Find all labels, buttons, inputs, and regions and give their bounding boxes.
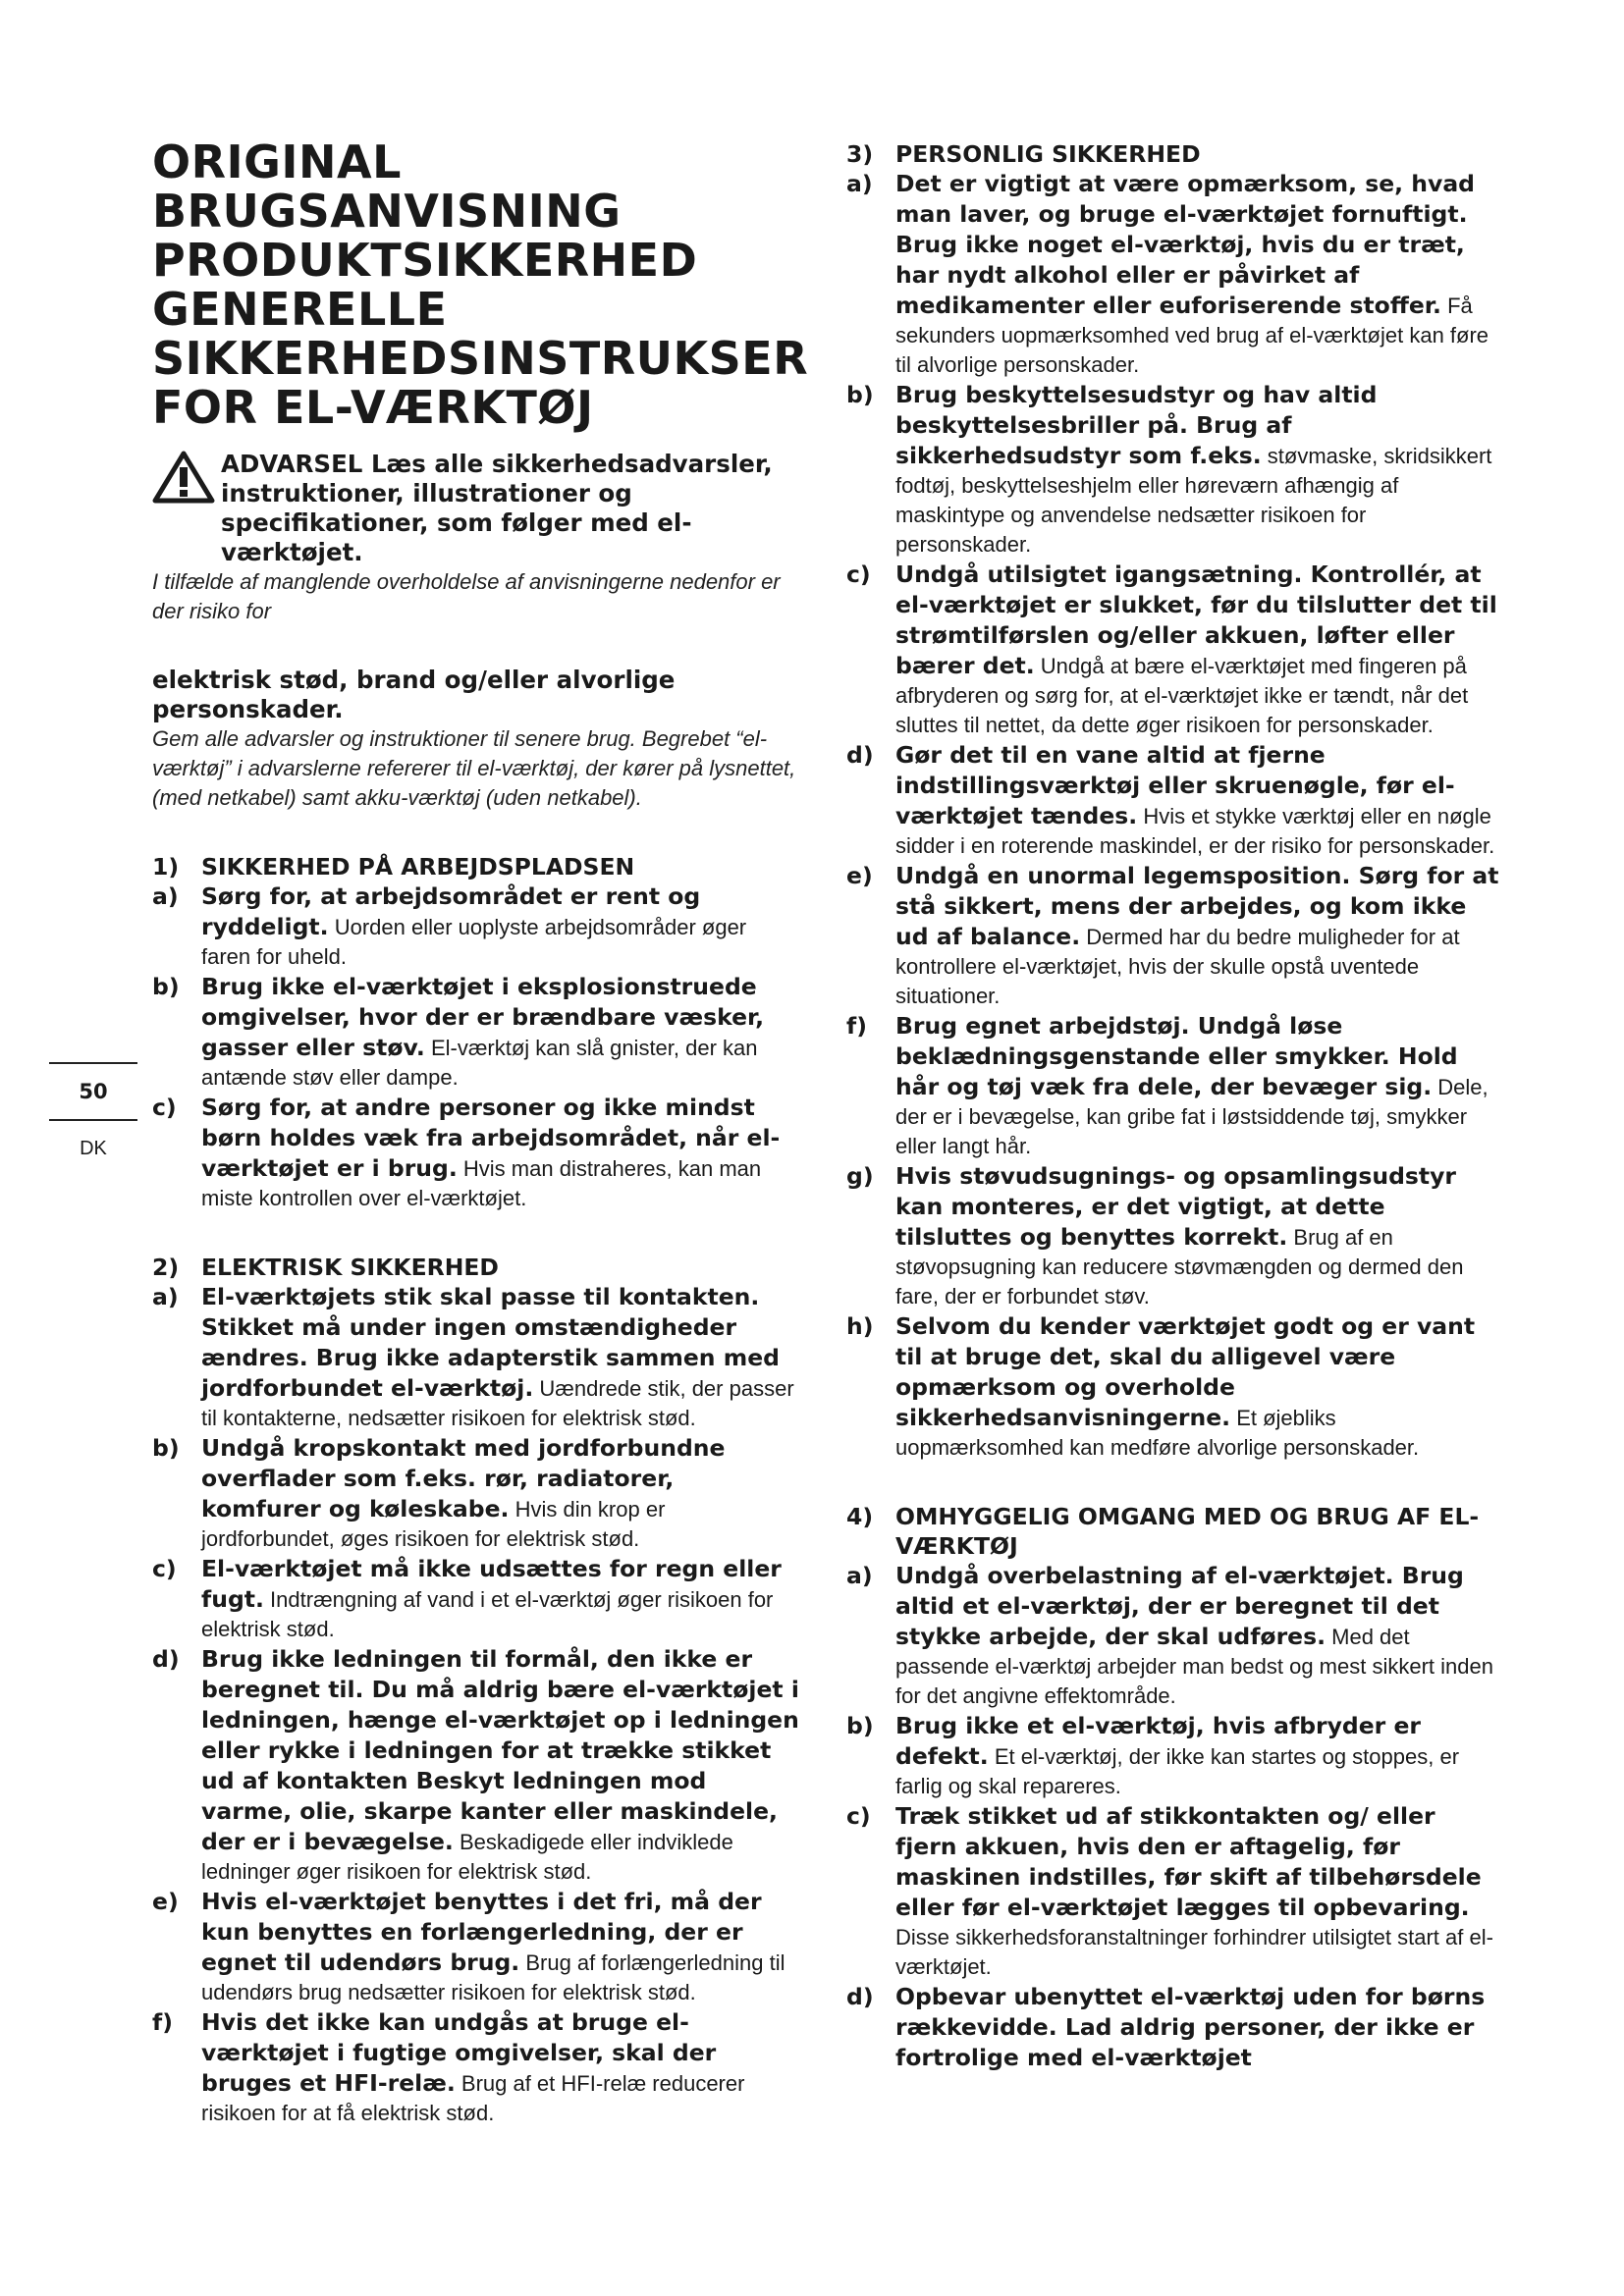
section-title: ELEKTRISK SIKKERHED bbox=[201, 1254, 499, 1281]
section-2 bbox=[152, 1253, 800, 2128]
list-item bbox=[152, 1433, 800, 1554]
item-text: Med det passende el-værktøj arbejder man bedst og mest sikkert inden for det angivne effektområde. bbox=[895, 1625, 1493, 1708]
page-number: 50 bbox=[79, 1080, 108, 1103]
list-item bbox=[152, 1554, 800, 1644]
item-bold-text: Hvis el-værktøjet benyttes i det fri, må der kun benyttes en forlængerledning, der er egnet til udendørs brug. bbox=[201, 1888, 762, 1976]
section-heading bbox=[846, 1502, 1500, 1561]
left-column bbox=[152, 135, 809, 2128]
item-label: f) bbox=[846, 1012, 867, 1040]
item-text: Disse sikkerhedsforanstaltninger forhindrer utilsigtet start af el-værktøjet. bbox=[895, 1925, 1493, 1979]
item-label: e) bbox=[846, 862, 873, 889]
warning-triangle-icon bbox=[152, 450, 215, 505]
item-label: a) bbox=[846, 1562, 873, 1589]
item-bold-text: Brug ikke et el-værktøj, hvis afbryder er defekt. bbox=[895, 1712, 1421, 1770]
item-bold-text: Sørg for, at arbejdsområdet er rent og ryddeligt. bbox=[201, 882, 701, 940]
item-label: c) bbox=[846, 1802, 871, 1830]
item-label: b) bbox=[846, 381, 874, 408]
section-number: 3) bbox=[846, 140, 874, 168]
item-bold-text: Brug beskyttelsesudstyr og hav altid beskyttelsesbriller på. Brug af sikkerhedsudstyr som f.eks. bbox=[895, 381, 1378, 469]
item-label: a) bbox=[846, 170, 873, 197]
item-bold-text: Hvis støvudsugnings- og opsamlingsudstyr kan monteres, er det vigtigt, at dette tilsluttes og benyttes korrekt. bbox=[895, 1162, 1457, 1251]
item-bold-text: Det er vigtigt at være opmærksom, se, hvad man laver, og bruge el-værktøjet fornuftigt. Brug ikke noget el-værktøj, hvis du er træt, har nydt alkohol eller er påvirket af medikamenter eller euforiserende stoffer. bbox=[895, 170, 1476, 319]
warning-consequence: elektrisk stød, brand og/eller alvorlige personskader. bbox=[152, 666, 676, 723]
item-text: Uændrede stik, der passer til kontakterne, nedsætter risikoen for elektrisk stød. bbox=[201, 1376, 794, 1430]
item-label: g) bbox=[846, 1162, 874, 1190]
title-line: BRUGSANVISNING bbox=[152, 185, 622, 238]
section-1 bbox=[152, 852, 800, 1213]
item-text: Brug af et HFI-relæ reducerer risikoen for at få elektrisk stød. bbox=[201, 2071, 745, 2125]
section-heading bbox=[152, 852, 800, 881]
item-bold-text: El-værktøjets stik skal passe til kontakten. Stikket må under ingen omstændigheder ændres. Brug ikke adapterstik sammen med jordforbundet el-værktøj. bbox=[201, 1283, 780, 1402]
item-label: d) bbox=[152, 1645, 180, 1673]
item-bold-text: Hvis det ikke kan undgås at bruge el-værktøjet i fugtige omgivelser, skal der bruges et HFI-relæ. bbox=[201, 2008, 717, 2097]
list-item bbox=[152, 1887, 800, 2007]
item-text: Brug af en støvopsugning kan reducere støvmængden og dermed den fare, der er forbundet støv. bbox=[895, 1225, 1464, 1308]
section-4 bbox=[846, 1502, 1500, 2073]
item-bold-text: Sørg for, at andre personer og ikke mindst børn holdes væk fra arbejdsområdet, når el-værktøjet er i brug. bbox=[201, 1094, 781, 1182]
item-label: a) bbox=[152, 1283, 179, 1310]
item-text: Et øjebliks uopmærksomhed kan medføre alvorlige personskader. bbox=[895, 1406, 1420, 1460]
item-label: c) bbox=[846, 561, 871, 588]
title-line: ORIGINAL bbox=[152, 135, 402, 188]
item-text: Hvis et stykke værktøj eller en nøgle sidder i en roterende maskindel, er der risiko for personskader. bbox=[895, 804, 1495, 858]
item-bold-text: Gør det til en vane altid at fjerne indstillingsværktøj eller skruenøgle, før el-værktøjet tændes. bbox=[895, 741, 1455, 829]
list-item bbox=[152, 972, 800, 1093]
title-line: SIKKERHEDSINSTRUKSER bbox=[152, 332, 809, 385]
list-item bbox=[152, 2007, 800, 2128]
item-text: Et el-værktøj, der ikke kan startes og stoppes, er farlig og skal repareres. bbox=[895, 1744, 1460, 1798]
list-item bbox=[846, 1161, 1500, 1311]
list-item bbox=[846, 560, 1500, 740]
list-item bbox=[846, 1801, 1500, 1982]
item-bold-text: Brug ikke el-værktøjet i eksplosionstruede omgivelser, hvor der er brændbare væsker, gasser eller støv. bbox=[201, 973, 765, 1061]
item-text: støvmaske, skridsikkert fodtøj, beskyttelseshjelm eller høreværn afhængig af maskintype og anvendelse nedsætter risikoen for personskader. bbox=[895, 444, 1492, 557]
item-bold-text: Opbevar ubenyttet el-værktøj uden for børns rækkevidde. Lad aldrig personer, der ikke er fortrolige med el-værktøjet bbox=[895, 1983, 1486, 2071]
section-title: PERSONLIG SIKKERHED bbox=[895, 140, 1201, 168]
list-item bbox=[152, 1282, 800, 1433]
item-text: Uorden eller uoplyste arbejdsområder øger faren for uheld. bbox=[201, 915, 747, 969]
list-item bbox=[152, 1644, 800, 1887]
side-tab bbox=[49, 1062, 137, 1176]
list-item bbox=[846, 169, 1500, 380]
item-bold-text: Selvom du kender værktøjet godt og er vant til at bruge det, skal du alligevel være opmærksom og overholde sikkerhedsanvisningerne. bbox=[895, 1312, 1476, 1431]
item-label: a) bbox=[152, 882, 179, 910]
section-number: 1) bbox=[152, 853, 180, 881]
item-bold-text: Brug egnet arbejdstøj. Undgå løse beklædningsgenstande eller smykker. Hold hår og tøj væk fra dele, der bevæger sig. bbox=[895, 1012, 1458, 1100]
page-title bbox=[152, 135, 809, 434]
item-bold-text: Undgå overbelastning af el-værktøjet. Brug altid et el-værktøj, der er beregnet til det stykke arbejde, der skal udføres. bbox=[895, 1562, 1464, 1650]
warning-italic: I tilfælde af manglende overholdelse af anvisningerne nedenfor er der risiko for bbox=[152, 569, 781, 623]
list-item bbox=[846, 1011, 1500, 1161]
right-column bbox=[846, 139, 1500, 2073]
list-item bbox=[846, 1561, 1500, 1711]
list-item bbox=[846, 1711, 1500, 1801]
item-label: d) bbox=[846, 1983, 874, 2010]
item-bold-text: Brug ikke ledningen til formål, den ikke er beregnet til. Du må aldrig bære el-værktøjet i ledningen, hænge el-værktøjet op i ledningen eller rykke i ledningen for at trække stikket ud af kontakten Beskyt ledningen mod varme, olie, skarpe kanter eller maskindele, der er i bevægelse. bbox=[201, 1645, 799, 1855]
item-text: Brug af forlængerledning til udendørs brug nedsætter risikoen for elektrisk stød. bbox=[201, 1950, 785, 2004]
item-label: b) bbox=[846, 1712, 874, 1739]
item-label: b) bbox=[152, 1434, 180, 1462]
section-3 bbox=[846, 139, 1500, 1463]
item-text: Få sekunders uopmærksomhed ved brug af el-værktøjet kan føre til alvorlige personskader. bbox=[895, 294, 1489, 377]
item-text: Dele, der er i bevægelse, kan gribe fat i løstsiddende tøj, smykker eller langt hår. bbox=[895, 1075, 1489, 1158]
item-label: d) bbox=[846, 741, 874, 769]
list-item bbox=[152, 1093, 800, 1213]
section-heading bbox=[846, 139, 1500, 169]
item-label: e) bbox=[152, 1888, 179, 1915]
item-bold-text: Undgå utilsigtet igangsætning. Kontrollér, at el-værktøjet er slukket, før du tilslutter det til strømtilførslen og/eller akkuen, løfter eller bærer det. bbox=[895, 561, 1497, 679]
list-item bbox=[846, 861, 1500, 1011]
item-text: El-værktøj kan slå gnister, der kan antænde støv eller dampe. bbox=[201, 1036, 758, 1090]
item-label: f) bbox=[152, 2008, 173, 2036]
list-item bbox=[846, 740, 1500, 861]
title-line: GENERELLE bbox=[152, 283, 448, 336]
item-label: c) bbox=[152, 1094, 177, 1121]
item-label: h) bbox=[846, 1312, 874, 1340]
item-text: Dermed har du bedre muligheder for at kontrollere el-værktøjet, hvis der skulle opstå uventede situationer. bbox=[895, 925, 1460, 1008]
list-item bbox=[846, 1982, 1500, 2073]
item-label: c) bbox=[152, 1555, 177, 1582]
title-line: PRODUKTSIKKERHED bbox=[152, 234, 698, 287]
item-text: Undgå at bære el-værktøjet med fingeren på afbryderen og sørg for, at el-værktøjet ikke er tændt, når det sluttes til nettet, da dette øger risikoen for personskader. bbox=[895, 654, 1469, 737]
warning-block bbox=[152, 450, 800, 813]
list-item bbox=[846, 1311, 1500, 1463]
item-text: Beskadigede eller indviklede ledninger øger risikoen for elektrisk stød. bbox=[201, 1830, 733, 1884]
warning-text: ADVARSEL Læs alle sikkerhedsadvarsler, instruktioner, illustrationer og specifikationer, som følger med el-værktøjet. bbox=[221, 450, 773, 566]
warning-note: Gem alle advarsler og instruktioner til senere brug. Begrebet “el-værktøj” i advarslerne refererer til el-værktøj, der kører på lysnettet,(med netkabel) samt akku-værktøj (uden netkabel). bbox=[152, 726, 796, 810]
list-item bbox=[152, 881, 800, 972]
section-heading bbox=[152, 1253, 800, 1282]
item-bold-text: Undgå en unormal legemsposition. Sørg for at stå sikkert, mens der arbejdes, og kom ikke ud af balance. bbox=[895, 862, 1499, 950]
item-text: Hvis din krop er jordforbundet, øges risikoen for elektrisk stød. bbox=[201, 1497, 666, 1551]
item-text: Hvis man distraheres, kan man miste kontrollen over el-værktøjet. bbox=[201, 1156, 762, 1210]
section-title: OMHYGGELIG OMGANG MED OG BRUG AF EL-VÆRKTØJ bbox=[895, 1503, 1480, 1560]
item-text: Indtrængning af vand i et el-værktøj øger risikoen for elektrisk stød. bbox=[201, 1587, 774, 1641]
item-bold-text: Undgå kropskontakt med jordforbundne overflader som f.eks. rør, radiatorer, komfurer og køleskabe. bbox=[201, 1434, 726, 1522]
item-bold-text: Træk stikket ud af stikkontakten og/ eller fjern akkuen, hvis den er aftagelig, før maskinen indstilles, før skift af tilbehørsdele eller før el-værktøjet lægges til opbevaring. bbox=[895, 1802, 1482, 1921]
section-number: 2) bbox=[152, 1254, 180, 1281]
list-item bbox=[846, 380, 1500, 560]
section-title: SIKKERHED PÅ ARBEJDSPLADSEN bbox=[201, 853, 635, 881]
language-code: DK bbox=[80, 1138, 107, 1159]
item-label: b) bbox=[152, 973, 180, 1000]
title-line: FOR EL-VÆRKTØJ bbox=[152, 381, 594, 434]
section-number: 4) bbox=[846, 1503, 874, 1530]
item-bold-text: El-værktøjet må ikke udsættes for regn eller fugt. bbox=[201, 1555, 782, 1613]
